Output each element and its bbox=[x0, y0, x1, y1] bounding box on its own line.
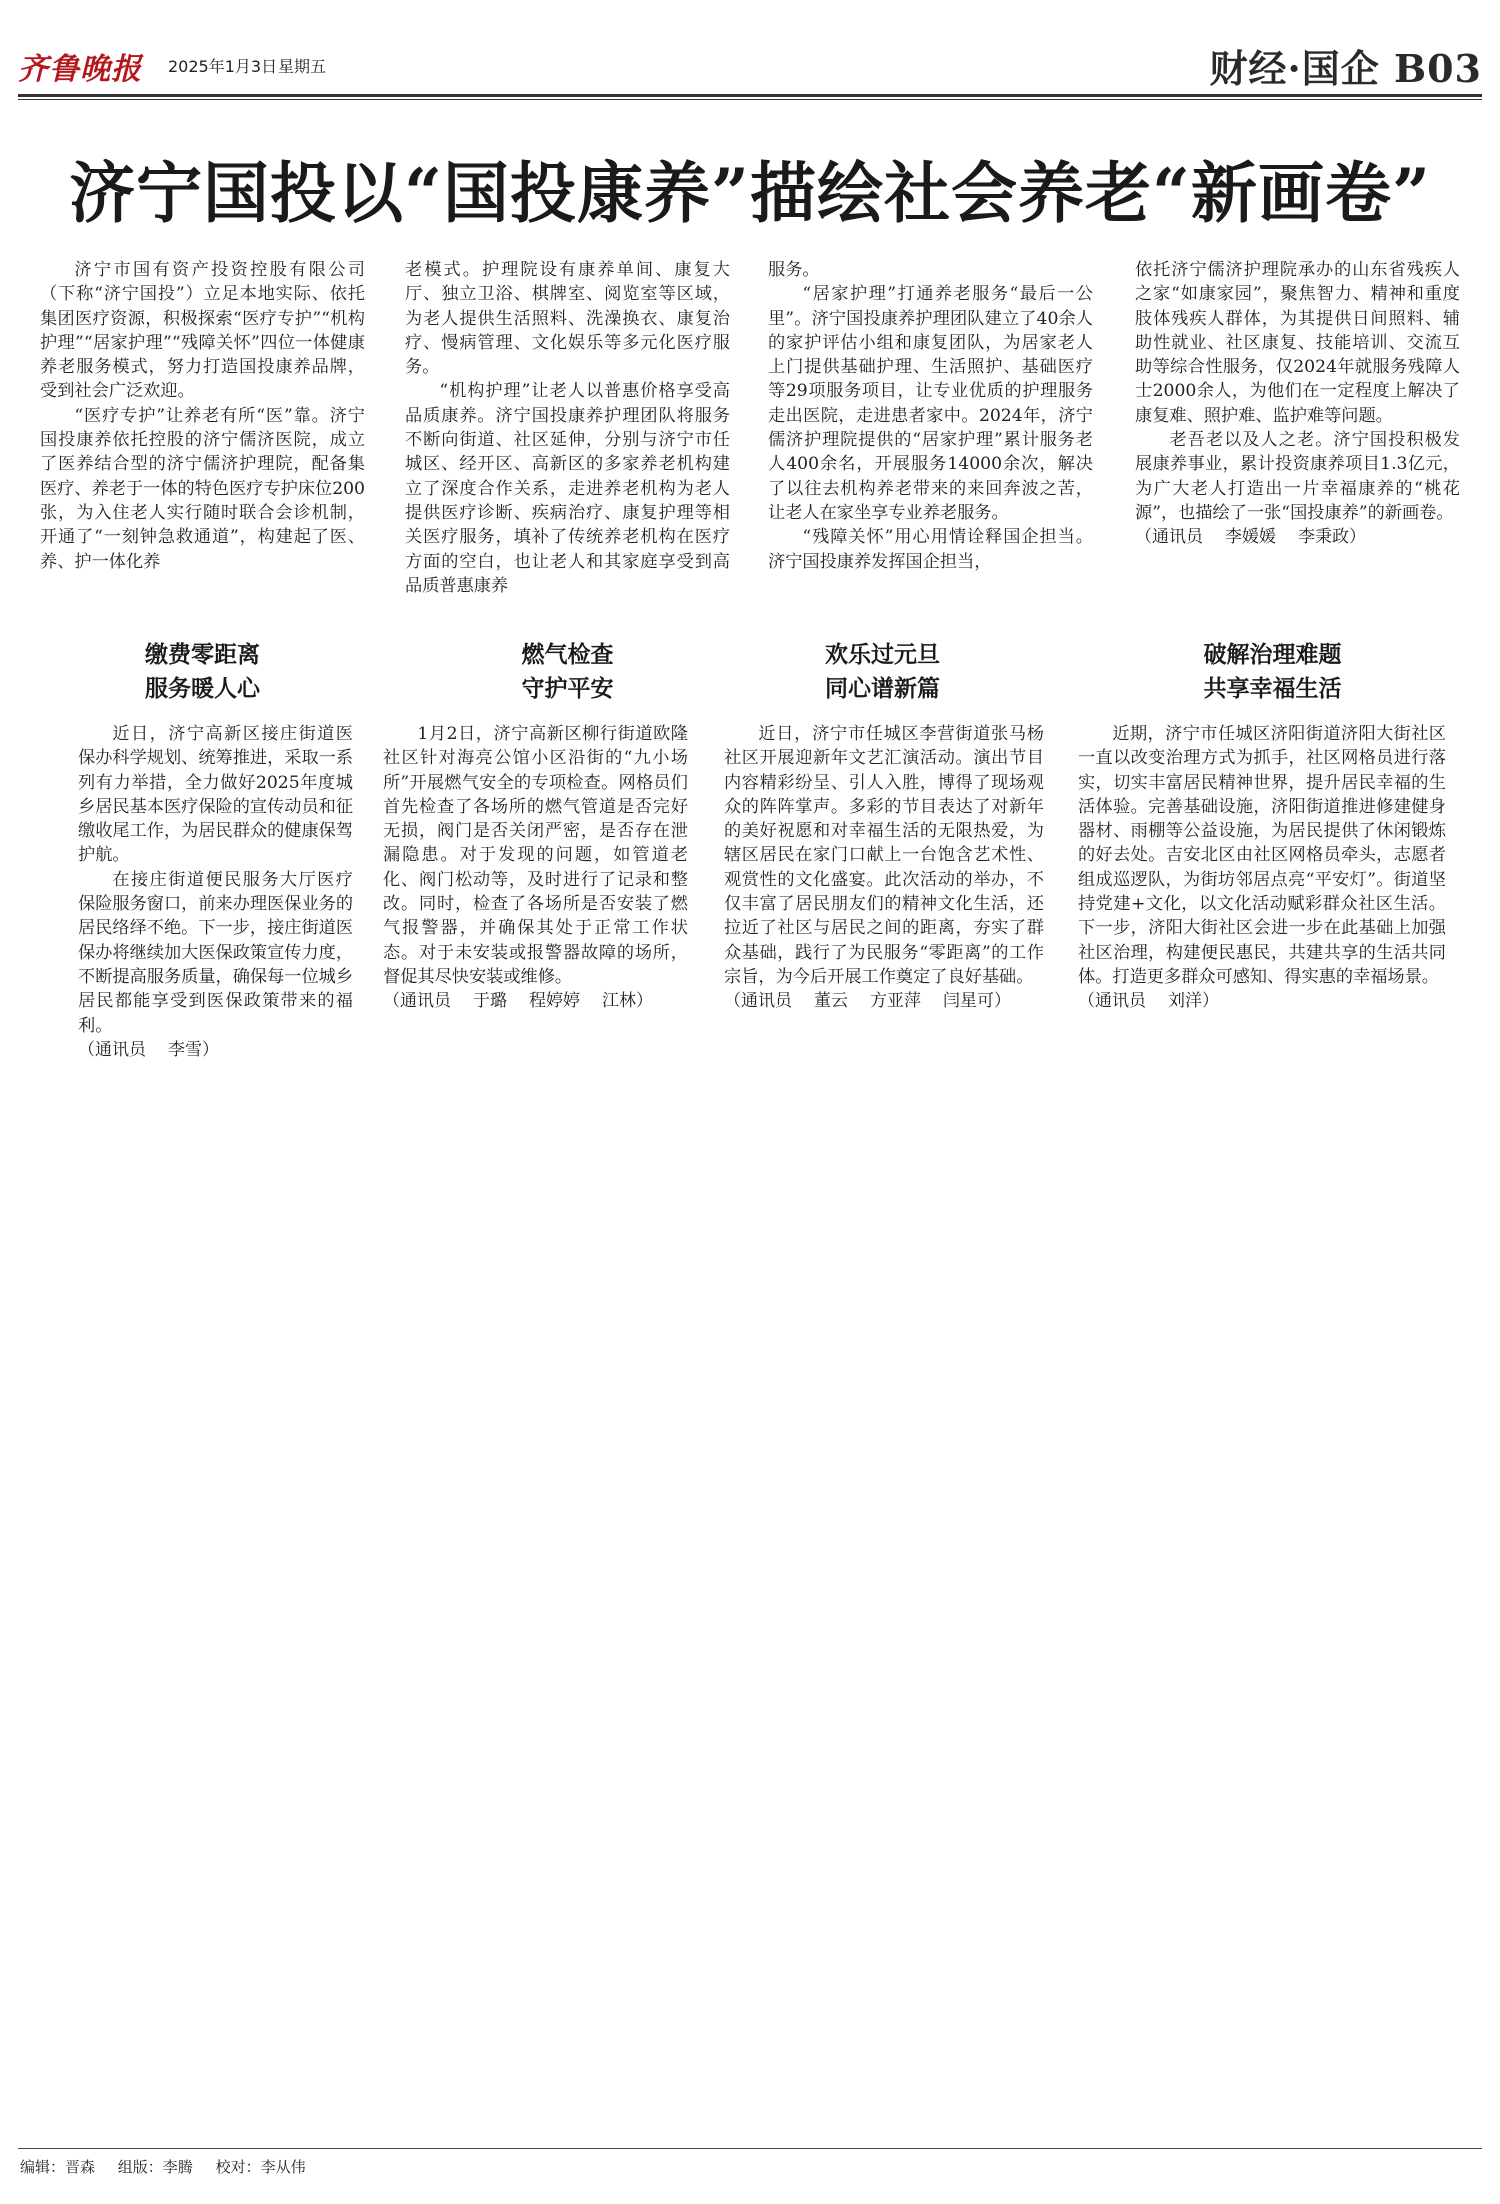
byline-label: （通讯员 bbox=[1135, 527, 1203, 548]
paragraph: 老模式。护理院设有康养单间、康复大厅、独立卫浴、棋牌室、阅览室等区域，为老人提供生活照料、洗澡换衣、康复治疗、慢病管理、文化娱乐等多元化医疗服务。 bbox=[405, 260, 730, 378]
brief-title-line: 共享幸福生活 bbox=[1203, 675, 1342, 702]
newspaper-logo: 齐鲁晚报 bbox=[18, 52, 142, 87]
proof-credit: 校对：李从伟 bbox=[215, 2158, 306, 2176]
footer-divider bbox=[18, 2148, 1482, 2149]
paragraph: 服务。 bbox=[768, 260, 820, 280]
paragraph: “医疗专护”让养老有所“医”靠。济宁国投康养依托控股的济宁儒济医院，成立了医养结合型的济宁儒济护理院，配备集医疗、养老于一体的特色医疗专护床位200张，为入住老人实行随时联合会诊机制，开通了“一刻钟急救通道”，构建起了医、养、护一体化养 bbox=[40, 405, 365, 572]
masthead bbox=[18, 38, 1482, 94]
byline-name: 董云 bbox=[814, 991, 848, 1012]
paragraph: “残障关怀”用心用情诠释国企担当。济宁国投康养发挥国企担当， bbox=[768, 527, 1093, 572]
main-article-column-4 bbox=[1135, 258, 1460, 550]
brief-body bbox=[383, 722, 688, 1014]
byline-name: 刘洋） bbox=[1168, 991, 1219, 1012]
section-page-label: 财经·国企 B03 bbox=[1209, 46, 1482, 91]
byline-name: 江林） bbox=[602, 991, 653, 1012]
paragraph: “机构护理”让老人以普惠价格享受高品质康养。济宁国投康养护理团队将服务不断向街道、社区延伸，分别与济宁市任城区、经开区、高新区的多家养老机构建立了深度合作关系，走进养老机构为老人提供医疗诊断、疾病治疗、康复护理等相关医疗服务，填补了传统养老机构在医疗方面的空白，也让老人和其家庭享受到高品质普惠康养 bbox=[405, 381, 730, 596]
byline-label: （通讯员 bbox=[78, 1039, 146, 1060]
issue-weekday: 星期五 bbox=[278, 57, 327, 76]
paragraph: 近日，济宁市任城区李营街道张马杨社区开展迎新年文艺汇演活动。演出节目内容精彩纷呈、引人入胜，博得了现场观众的阵阵掌声。多彩的节目表达了对新年的美好祝愿和对幸福生活的无限热爱，为辖区居民在家门口献上一台饱含艺术性、观赏性的文化盛宴。此次活动的举办，不仅丰富了居民朋友们的精神文化生活，还拉近了社区与居民之间的距离，夯实了群众基础，践行了为民服务“零距离”的工作宗旨，为今后开展工作奠定了良好基础。 bbox=[724, 724, 1044, 987]
byline bbox=[383, 989, 688, 1013]
layout-credit: 组版：李腾 bbox=[117, 2158, 193, 2176]
byline bbox=[724, 989, 1044, 1013]
brief-body bbox=[724, 722, 1044, 1014]
paragraph: 近期，济宁市任城区济阳街道济阳大街社区一直以改变治理方式为抓手，社区网格员进行落实，切实丰富居民精神世界，提升居民幸福的生活体验。完善基础设施，济阳街道推进修建健身器材、雨棚等公益设施，为居民提供了休闲锻炼的好去处。吉安北区由社区网格员牵头，志愿者组成巡逻队，为街坊邻居点亮“平安灯”。街道坚持党建+文化，以文化活动赋彩群众社区生活。下一步，济阳大街社区会进一步在此基础上加强社区治理，构建便民惠民，共建共享的生活共同体。打造更多群众可感知、得实惠的幸福场景。 bbox=[1078, 724, 1446, 987]
brief-title-line: 同心谱新篇 bbox=[825, 675, 940, 702]
issue-date: 2025年1月3日 bbox=[168, 57, 278, 76]
brief-title-line: 欢乐过元旦 bbox=[825, 641, 940, 668]
paragraph: 济宁市国有资产投资控股有限公司（下称“济宁国投”）立足本地实际、依托集团医疗资源，积极探索“医疗专护”“机构护理”“居家护理”“残障关怀”四位一体健康养老服务模式，努力打造国投康养品牌，受到社会广泛欢迎。 bbox=[40, 260, 365, 402]
footer-credits bbox=[20, 2156, 324, 2177]
byline-name: 闫星可） bbox=[943, 991, 1011, 1012]
byline bbox=[78, 1038, 353, 1062]
paragraph: 在接庄街道便民服务大厅医疗保险服务窗口，前来办理医保业务的居民络绎不绝。下一步，接庄街道医保办将继续加大医保政策宣传力度，不断提高服务质量，确保每一位城乡居民都能享受到医保政策带来的福利。 bbox=[78, 869, 354, 1036]
brief-title-line: 燃气检查 bbox=[521, 641, 614, 668]
paragraph: 近日，济宁高新区接庄街道医保办科学规划、统筹推进，采取一系列有力举措，全力做好2025年度城乡居民基本医疗保险的宣传动员和征缴收尾工作，为居民群众的健康保驾护航。 bbox=[78, 724, 354, 866]
main-headline: 济宁国投以“国投康养”描绘社会养老“新画卷” bbox=[69, 154, 1431, 232]
byline-label: （通讯员 bbox=[383, 991, 451, 1012]
brief-title-line: 缴费零距离 bbox=[145, 641, 260, 668]
brief-title bbox=[1110, 638, 1435, 706]
brief-title bbox=[720, 638, 1045, 706]
byline-name: 于璐 bbox=[473, 991, 507, 1012]
byline-name: 李秉政） bbox=[1298, 527, 1366, 548]
brief-title-line: 守护平安 bbox=[521, 675, 614, 702]
byline-label: （通讯员 bbox=[724, 991, 792, 1012]
byline-name: 方亚萍 bbox=[870, 991, 921, 1012]
paragraph: 1月2日，济宁高新区柳行街道欧隆社区针对海亮公馆小区沿街的“九小场所”开展燃气安全的专项检查。网格员们首先检查了各场所的燃气管道是否完好无损，阀门是否关闭严密，是否存在泄漏隐患。对于发现的问题，如管道老化、阀门松动等，及时进行了记录和整改。同时，检查了各场所是否安装了燃气报警器，并确保其处于正常工作状态。对于未安装或报警器故障的场所，督促其尽快安装或维修。 bbox=[383, 724, 688, 987]
brief-title bbox=[40, 638, 365, 706]
brief-body bbox=[78, 722, 353, 1062]
editor-credit: 编辑：晋森 bbox=[20, 2158, 96, 2176]
byline bbox=[1078, 989, 1446, 1013]
byline-name: 李媛媛 bbox=[1225, 527, 1276, 548]
byline-name: 程婷婷 bbox=[529, 991, 580, 1012]
byline bbox=[1135, 525, 1460, 549]
header-divider-thin bbox=[18, 99, 1482, 100]
brief-title-line: 破解治理难题 bbox=[1203, 641, 1342, 668]
brief-title bbox=[405, 638, 730, 706]
brief-title-line: 服务暖人心 bbox=[145, 675, 260, 702]
paragraph: “居家护理”打通养老服务“最后一公里”。济宁国投康养护理团队建立了40余人的家护评估小组和康复团队，为居家老人上门提供基础护理、生活照护、基础医疗等29项服务项目，让专业优质的护理服务走出医院，走进患者家中。2024年，济宁儒济护理院提供的“居家护理”累计服务老人400余名，开展服务14000余次，解决了以往去机构养老带来的来回奔波之苦，让老人在家坐享专业养老服务。 bbox=[768, 284, 1093, 523]
byline-label: （通讯员 bbox=[1078, 991, 1146, 1012]
main-article-column-3 bbox=[768, 258, 1093, 574]
byline-name: 李雪） bbox=[168, 1039, 219, 1060]
main-article-column-1 bbox=[40, 258, 365, 574]
paragraph: 老吾老以及人之老。济宁国投积极发展康养事业，累计投资康养项目1.3亿元，为广大老人打造出一片幸福康养的“桃花源”，也描绘了一张“国投康养”的新画卷。 bbox=[1135, 430, 1460, 523]
main-article-column-2 bbox=[405, 258, 730, 598]
paragraph: 依托济宁儒济护理院承办的山东省残疾人之家“如康家园”，聚焦智力、精神和重度肢体残疾人群体，为其提供日间照料、辅助性就业、社区康复、技能培训、交流互助等综合性服务，仅2024年就服务残障人士2000余人，为他们在一定程度上解决了康复难、照护难、监护难等问题。 bbox=[1135, 260, 1460, 426]
header-divider bbox=[18, 94, 1482, 97]
brief-body bbox=[1078, 722, 1446, 1014]
